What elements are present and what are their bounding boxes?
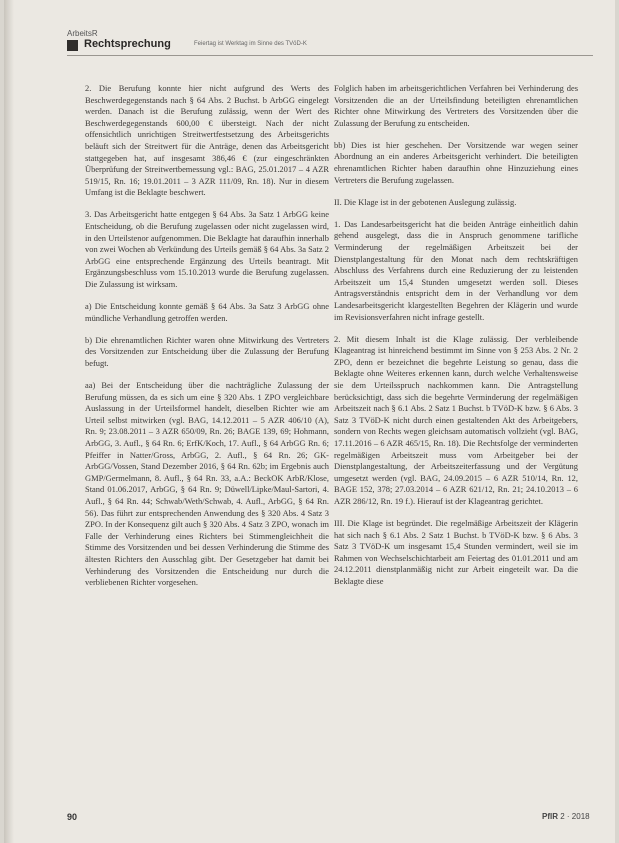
header-title: Rechtsprechung [84, 38, 171, 50]
paragraph: aa) Bei der Entscheidung über die nachträgliche Zulassung der Berufung müssen, da es sich um eine § 320 Abs. 1 ZPO vergleichbare Auslassung in der Urteilsformel handelt, dieselben Richter wie am Urteil selbst mitwirken (vgl. BAG, 14.12.2011 – 5 AZR 406/10 (A), Rn. 9; 23.08.2011 – 3 AZR 650/09, Rn. 26; BAGE 139, 69; Hohmann, ArbGG, 3. Aufl., § 64 Rn. 6; ErfK/Koch, 17. Aufl., § 64 ArbGG Rn. 6; Pfeiffer in Natter/Gross, ArbGG, 2. Aufl., § 64 Rn. 26; GK-ArbGG/Vossen, Stand Dezember 2016, § 64 Rn. 62b; im Ergebnis auch GMP/Germelmann, 8. Aufl., § 64 Rn. 33, a.A.: BeckOK ArbR/Klose, Stand 01.06.2017, ArbGG, § 64 Rn. 9; Düwell/Lipke/Maul-Sartori, 4. Aufl., § 64 Rn. 44; Schwab/Weth/Schwab, 4. Aufl., ArbGG, § 64 Rn. 56). Das führt zur entsprechenden Anwendung des § 320 Abs. 4 Satz 3 ZPO. In der Konsequenz gilt auch § 320 Abs. 4 Satz 3 ZPO, wonach im Falle der Verhinderung eines Richters bei Stimmengleichheit die Stimme des Vorsitzenden und bei dessen Verhinderung die Stimme des ältesten Richters den Ausschlag gibt. Der Gesetzgeber hat damit bei Verhinderung des Vorsitzenden die Entscheidung nur durch die verbliebenen Richter vorgesehen. [85, 380, 329, 588]
paragraph: 3. Das Arbeitsgericht hatte entgegen § 64 Abs. 3a Satz 1 ArbGG keine Entscheidung, ob die Berufung zugelassen oder nicht zugelassen wird, in den Urteilstenor aufgenommen. Die Beklagte hat daraufhin innerhalb von zwei Wochen ab Verkündung des Urteils gemäß § 64 Abs. 3a Satz 2 ArbGG eine entsprechende Ergänzung des Urteils beantragt. Mit Ergänzungsbeschluss vom 15.10.2013 wurde die Berufung zugelassen. Die Zulassung ist wirksam. [85, 209, 329, 289]
paragraph: b) Die ehrenamtlichen Richter waren ohne Mitwirkung des Vertreters des Vorsitzenden zur Entscheidung über die Zulassung der Berufung befugt. [85, 334, 329, 368]
paragraph: 2. Mit diesem Inhalt ist die Klage zulässig. Der verbleibende Klageantrag ist hinreichend bestimmt im Sinne von § 253 Abs. 2 Nr. 2 ZPO, denn er bezeichnet die begehrte Leistung so genau, dass die Beklagte ohne Weiteres erkennen kann, durch welche Verhaltensweise sie dem Urteilsspruch nachkommen kann. Die Antragstellung berücksichtigt, dass sich die begehrte Verminderung der regelmäßigen Arbeitszeit nach § 6.1 Abs. 2 Satz 1 Buchst. b TVöD-K bzw. § 6 Abs. 3 Satz 3 TVöD-K nicht durch einen gestaltenden Akt des Arbeitgebers, sondern von Rechts wegen gleichsam automatisch vollzieht (vgl. BAG, 17.11.2016 – 6 AZR 465/15, Rn. 18). Die Rechtsfolge der verminderten regelmäßigen Arbeitszeit muss vom Arbeitgeber bei der Dienstplangestaltung, der Arbeitszeiterfassung und der Vergütung umgesetzt werden (vgl. BAG, 24.09.2015 – 6 AZR 510/14, Rn. 12, BAGE 152, 378; 27.03.2014 – 6 AZR 621/12, Rn. 21; 24.10.2013 – 6 AZR 286/12, Rn. 19 f.). Hierauf ist der Klageantrag gerichtet. [334, 333, 578, 506]
header-marker-square [67, 40, 78, 51]
document-page [4, 0, 615, 843]
paragraph: Folglich haben im arbeitsgerichtlichen Verfahren bei Verhinderung des Vorsitzenden die an der Urteilsfindung beteiligten ehrenamtlichen Richter ohne Mitwirkung des Vertreters des Vorsitzenden über die Zulassung der Berufung zu entscheiden. [334, 83, 578, 128]
right-column [334, 83, 578, 598]
section-label: ArbeitsR [67, 29, 98, 38]
running-header [67, 40, 593, 56]
section-heading: II. Die Klage ist in der gebotenen Auslegung zulässig. [334, 196, 517, 207]
journal-issue: 2 · 2018 [560, 812, 590, 821]
paragraph: a) Die Entscheidung konnte gemäß § 64 Abs. 3a Satz 3 ArbGG ohne mündliche Verhandlung getroffen werden. [85, 301, 329, 323]
paragraph: III. Die Klage ist begründet. Die regelmäßige Arbeitszeit der Klägerin hat sich nach § 6.1 Abs. 2 Satz 1 Buchst. b TVöD-K bzw. § 6 Abs. 3 Satz 3 TVöD-K um insgesamt 15,4 Stunden vermindert, weil sie im Rahmen von Wechselschichtarbeit am Feiertag des 01.01.2011 und am 24.12.2011 dienstplanmäßig nicht zur Arbeit eingeteilt war. Da die Beklagte diese [334, 518, 578, 587]
paragraph: bb) Dies ist hier geschehen. Der Vorsitzende war wegen seiner Abordnung an ein anderes Arbeitsgericht verhindert. Die beteiligten ehrenamtlichen Richter haben daraufhin ohne Hinzuziehung eines Vertreters die Berufung zugelassen. [334, 139, 578, 185]
journal-footer [542, 812, 590, 821]
left-column [85, 83, 329, 599]
paragraph: 1. Das Landesarbeitsgericht hat die beiden Anträge einheitlich dahin gehend ausgelegt, dass die in Anspruch genommene tarifliche Verminderung der regelmäßigen Arbeitszeit bei der Dienstplangestaltung für den Monat nach dem rechtskräftigen Abschluss des Verfahrens durch eine Reduzierung der zu leistenden Arbeitszeit um 15,4 Stunden umgesetzt werden soll. Dieses Antragsverständnis entspricht dem in der Verhandlung vor dem Landesarbeitsgericht klargestellten Begehren der Klägerin und wurde im Revisionsverfahren nicht infrage gestellt. [334, 218, 578, 322]
header-subtitle: Feiertag ist Werktag im Sinne des TVöD-K [194, 41, 307, 47]
paragraph: 2. Die Berufung konnte hier nicht aufgrund des Werts des Beschwerdegegenstands nach § 64 Abs. 2 Buchst. b ArbGG eingelegt werden. Danach ist die Berufung zulässig, wenn der Wert des Beschwerdegegenstands 600,00 € übersteigt. Nach der nicht offensichtlich unrichtigen Streitwertfestsetzung des Arbeitsgerichts beläuft sich der Streitwert für die Anträge, denen das Arbeitsgericht stattgegeben hat, auf insgesamt 386,46 € (zur eingeschränkten Überprüfung der Streitwertbemessung vgl.: BAG, 25.01.2017 – 4 AZR 519/15, Rn. 16; 19.01.2011 – 3 AZR 111/09, Rn. 18). Nur in diesem Umfang ist die Beklagte beschwert. [85, 83, 329, 198]
journal-name: PflR [542, 812, 558, 821]
page-number: 90 [67, 812, 78, 822]
page-gutter [4, 0, 14, 843]
